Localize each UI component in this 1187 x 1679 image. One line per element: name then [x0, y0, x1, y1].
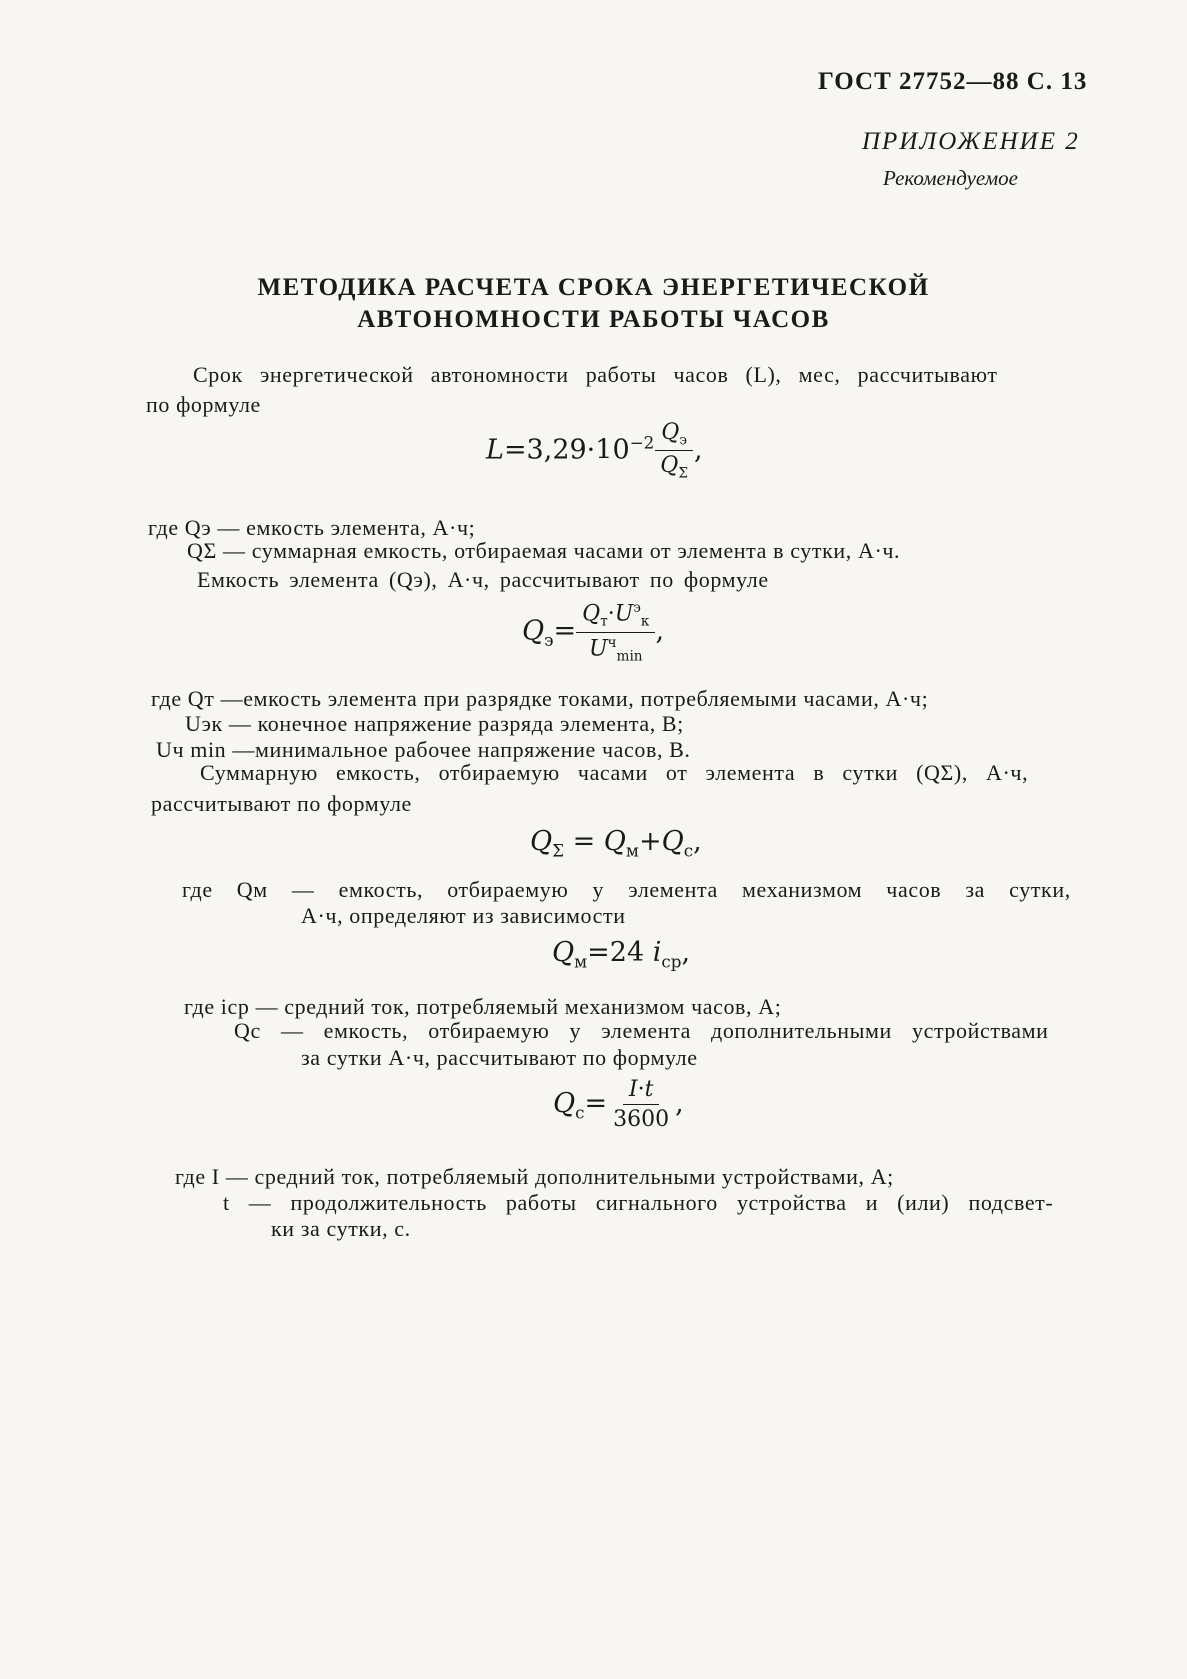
document-title-line-1: МЕТОДИКА РАСЧЕТА СРОКА ЭНЕРГЕТИЧЕСКОЙ	[257, 274, 930, 301]
def-u-final: Uэк — конечное напряжение разряда элемента, В;	[185, 711, 684, 736]
def-q-extra-cont: за сутки А·ч, рассчитывают по формуле	[301, 1045, 698, 1070]
intro-line-1: Срок энергетической автономности работы часов (L), мес, рассчитывают	[193, 362, 998, 387]
def-q-sum: QΣ — суммарная емкость, отбираемая часами от элемента в сутки, А·ч.	[187, 538, 901, 563]
intro-line-2: по формуле	[146, 392, 261, 417]
def-q-mechanism-cont: А·ч, определяют из зависимости	[301, 903, 626, 928]
def-q-element: где Qэ — емкость элемента, А·ч;	[148, 515, 476, 540]
def-q-discharge: где Qт —емкость элемента при разрядке токами, потребляемыми часами, А·ч;	[151, 686, 929, 711]
standard-header: ГОСТ 27752—88 С. 13	[818, 68, 1088, 95]
sum-capacity-intro-line-2: рассчитывают по формуле	[151, 791, 412, 816]
def-t-duration-cont: ки за сутки, с.	[271, 1216, 411, 1241]
sum-capacity-intro-text: Суммарную емкость, отбираемую часами от элемента в сутки (QΣ), А·ч,	[200, 760, 1029, 785]
document-title-line-2: АВТОНОМНОСТИ РАБОТЫ ЧАСОВ	[357, 306, 830, 333]
def-t-duration: t — продолжительность работы сигнального устройства и (или) подсвет-	[223, 1190, 1054, 1215]
formula-mechanism-capacity: $Q_м=24$ $i_{ср}$,	[552, 937, 691, 972]
appendix-label: ПРИЛОЖЕНИЕ 2	[862, 128, 1080, 155]
sum-capacity-intro	[200, 760, 1088, 786]
formula-extra-capacity: $Q_с=$ $\frac{I\cdot t}{3600}$ ,	[553, 1077, 684, 1132]
element-capacity-intro: Емкость элемента (Qэ), А·ч, рассчитывают по формуле	[197, 567, 769, 592]
formula-element-capacity: $Q_э=$ $\frac{Q_т\cdot U^э_к}{U^ч_{min}}$ ,	[522, 600, 665, 665]
def-u-min: Uч min —минимальное рабочее напряжение часов, В.	[156, 737, 691, 762]
def-i-mean: где iср — средний ток, потребляемый механизмом часов, А;	[184, 994, 782, 1019]
appendix-status: Рекомендуемое	[883, 166, 1018, 190]
def-i-extra: где I — средний ток, потребляемый дополнительными устройствами, А;	[175, 1164, 894, 1189]
formula-sum-capacity: $Q_\Sigma = Q_м+Q_с$,	[530, 826, 702, 861]
def-q-mechanism: где Qм — емкость, отбираемую у элемента механизмом часов за сутки,	[182, 877, 1071, 902]
def-q-extra: Qс — емкость, отбираемую у элемента дополнительными устройствами	[234, 1018, 1049, 1043]
formula-autonomy: $L=3,29\cdot 10^{-2}$ $\frac{Q_э}{Q_\Sigma}$ ,	[486, 420, 703, 482]
